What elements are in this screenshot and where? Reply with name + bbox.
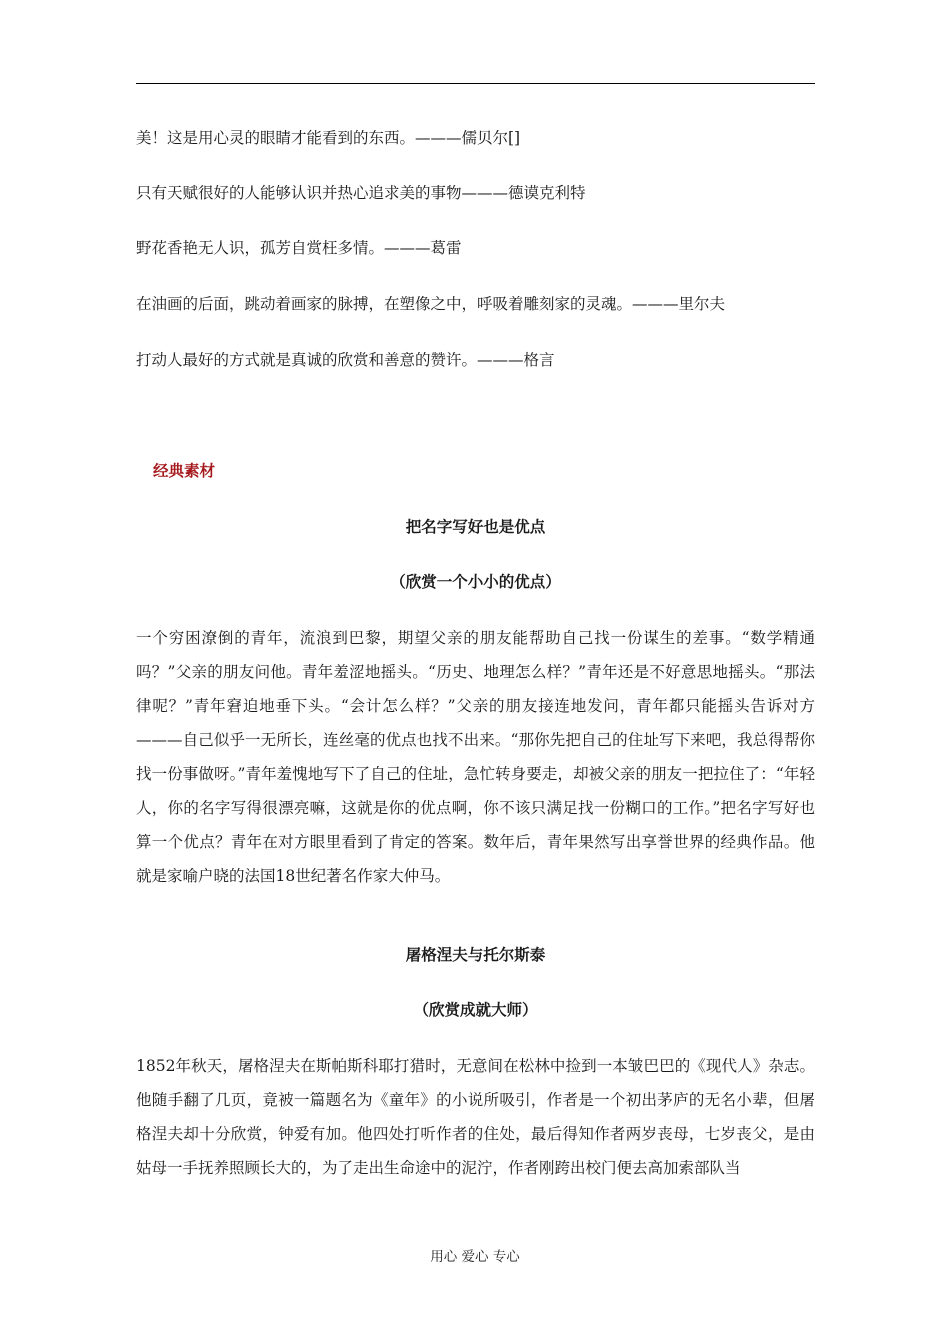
story-body: 1852年秋天，屠格涅夫在斯帕斯科耶打猎时，无意间在松林中捡到一本皱巴巴的《现代人》杂志。他随手翻了几页，竟被一篇题名为《童年》的小说所吸引，作者是一个初出茅庐的无名小辈，但屠格涅夫却十分欣赏，钟爱有加。他四处打听作者的住处，最后得知作者两岁丧母，七岁丧父，是由姑母一手抚养照顾长大的，为了走出生命途中的泥泞，作者刚跨出校门便去高加索部队当 (136, 1057, 815, 1177)
story-title: 屠格涅夫与托尔斯泰 (405, 945, 546, 964)
quote-line: 在油画的后面，跳动着画家的脉搏，在塑像之中，呼吸着雕刻家的灵魂。———里尔夫 (136, 295, 726, 313)
quote-line: 只有天赋很好的人能够认识并热心追求美的事物———德谟克利特 (136, 184, 586, 202)
quote-line: 打动人最好的方式就是真诚的欣赏和善意的赞许。———格言 (136, 351, 555, 369)
story-subtitle: （欣赏一个小小的优点） (390, 572, 561, 591)
section-heading: 经典素材 (153, 461, 216, 480)
header-rule (136, 83, 815, 84)
page-footer: 用心 爱心 专心 (430, 1249, 520, 1265)
story-title: 把名字写好也是优点 (405, 517, 546, 536)
story-subtitle: （欣赏成就大师） (413, 1000, 538, 1019)
story-body: 一个穷困潦倒的青年，流浪到巴黎，期望父亲的朋友能帮助自己找一份谋生的差事。“数学精通吗？”父亲的朋友问他。青年羞涩地摇头。“历史、地理怎么样？”青年还是不好意思地摇头。“那法律呢？”青年窘迫地垂下头。“会计怎么样？”父亲的朋友接连地发问，青年都只能摇头告诉对方———自己似乎一无所长，连丝毫的优点也找不出来。“那你先把自己的住址写下来吧，我总得帮你找一份事做呀。”青年羞愧地写下了自己的住址，急忙转身要走，却被父亲的朋友一把拉住了：“年轻人，你的名字写得很漂亮嘛，这就是你的优点啊，你不该只满足找一份糊口的工作。”把名字写好也算一个优点？青年在对方眼里看到了肯定的答案。数年后，青年果然写出享誉世界的经典作品。他就是家喻户晓的法国18世纪著名作家大仲马。 (136, 629, 815, 885)
quote-line: 野花香艳无人识，孤芳自赏枉多情。———葛雷 (136, 239, 462, 257)
quote-line: 美！这是用心灵的眼睛才能看到的东西。———儒贝尔[] (136, 129, 521, 147)
